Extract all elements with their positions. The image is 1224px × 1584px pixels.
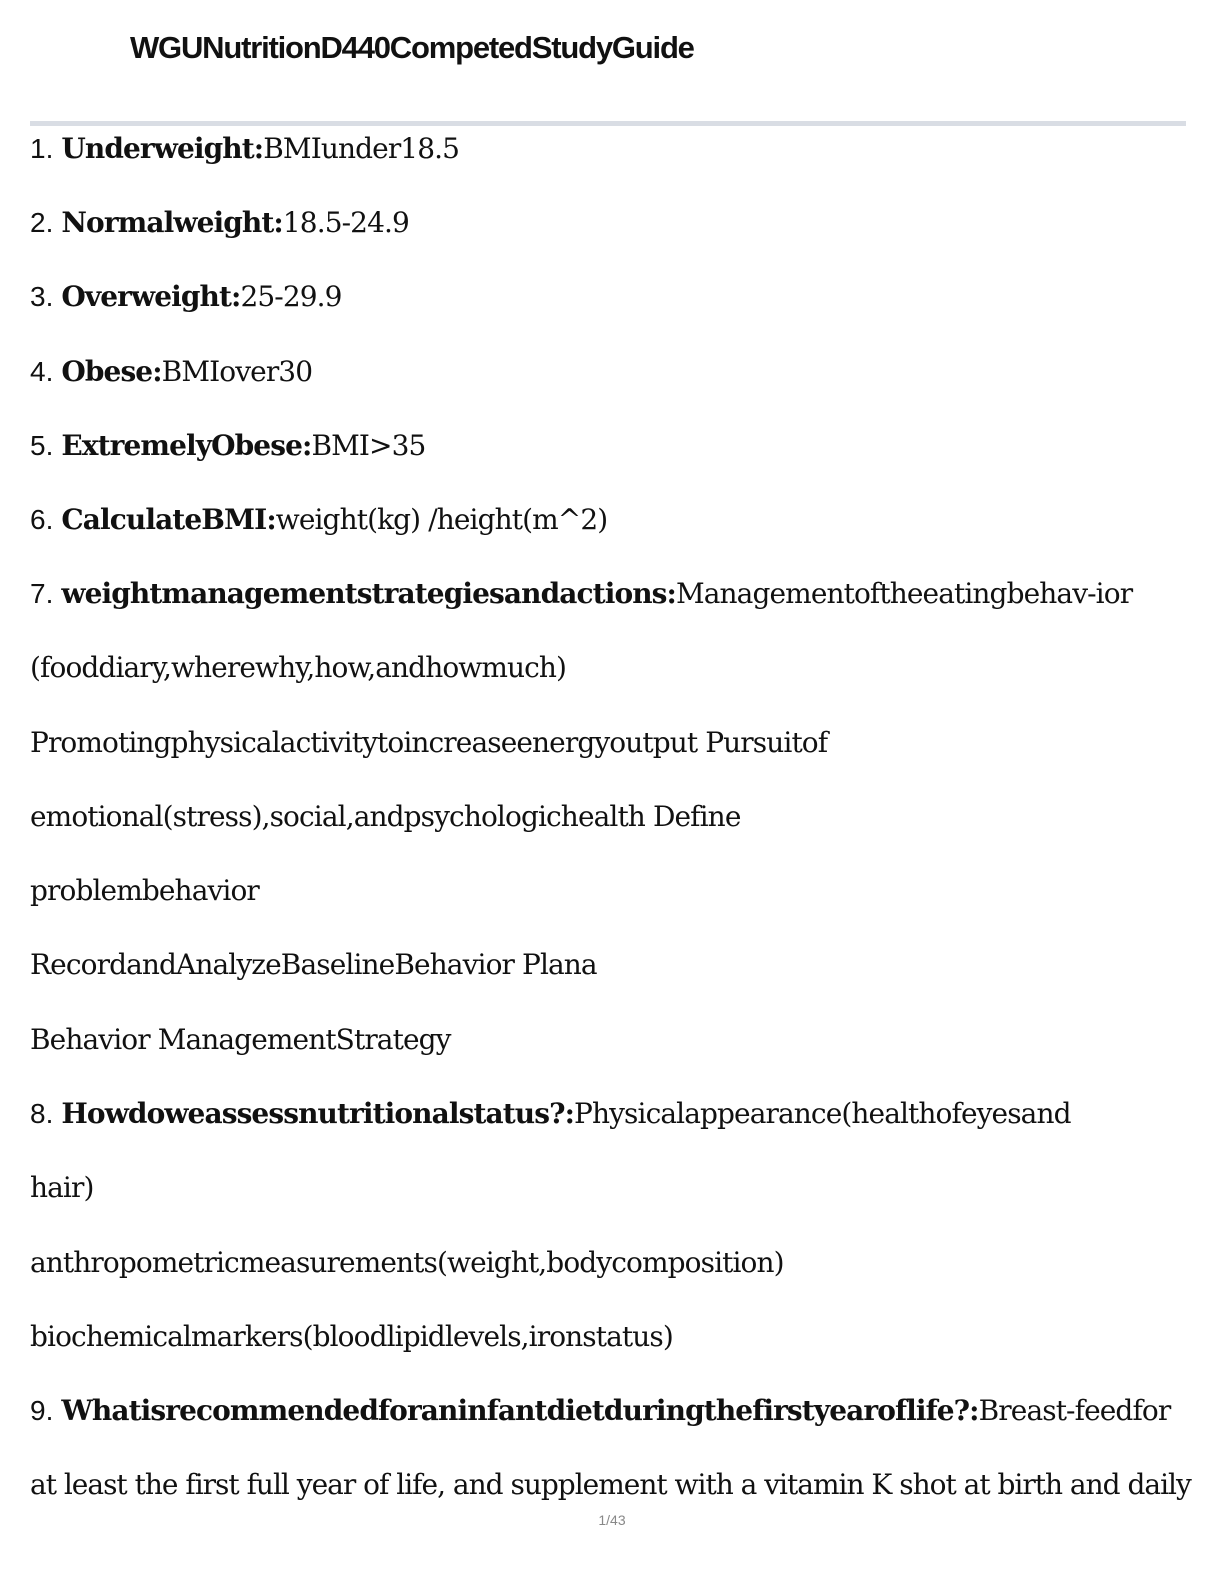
title-divider xyxy=(30,121,1186,126)
item-number: 6. xyxy=(30,504,54,535)
item-number: 9. xyxy=(30,1395,54,1426)
item-continuation-line: hair) xyxy=(30,1171,94,1204)
list-item xyxy=(30,577,1132,610)
item-number: 7. xyxy=(30,578,54,609)
item-term: weightmanagementstrategiesandactions: xyxy=(61,577,676,610)
item-term: Howdoweassessnutritionalstatus?: xyxy=(61,1097,575,1130)
item-continuation-line: Behavior ManagementStrategy xyxy=(30,1023,451,1056)
list-item xyxy=(30,429,425,462)
list-item xyxy=(30,355,312,388)
item-number: 5. xyxy=(30,430,54,461)
item-definition: 18.5-24.9 xyxy=(282,206,409,239)
page-number: 1/43 xyxy=(598,1512,626,1528)
list-item xyxy=(30,280,342,313)
item-definition: Physicalappearance(healthofeyesand xyxy=(574,1097,1071,1130)
item-continuation-line: emotional(stress),social,andpsychologichealth Define xyxy=(30,800,741,833)
list-item xyxy=(30,206,409,239)
item-number: 2. xyxy=(30,207,54,238)
item-number: 3. xyxy=(30,281,54,312)
list-item xyxy=(30,1097,1071,1130)
item-term: Overweight: xyxy=(61,280,241,313)
item-definition: BMI>35 xyxy=(311,429,426,462)
item-number: 1. xyxy=(30,133,54,164)
item-definition: 25-29.9 xyxy=(240,280,342,313)
item-term: Obese: xyxy=(61,355,162,388)
item-definition: weight(kg) /height(m^2) xyxy=(275,503,608,536)
item-number: 8. xyxy=(30,1098,54,1129)
item-definition: Managementoftheeatingbehav-ior xyxy=(675,577,1133,610)
item-term: ExtremelyObese: xyxy=(61,429,312,462)
page-title: WGUNutritionD440CompetedStudyGuide xyxy=(130,30,694,65)
item-definition: BMIover30 xyxy=(161,355,313,388)
item-continuation-line: at least the first full year of life, and supplement with a vitamin K shot at birth and daily xyxy=(30,1468,1191,1501)
item-term: Normalweight: xyxy=(61,206,283,239)
list-item xyxy=(30,503,607,536)
item-number: 4. xyxy=(30,356,54,387)
item-term: Whatisrecommendedforaninfantdietduringthefirstyearoflife?: xyxy=(61,1394,979,1427)
list-item xyxy=(30,1394,1170,1427)
item-term: Underweight: xyxy=(61,132,264,165)
item-continuation-line: anthropometricmeasurements(weight,bodycomposition) xyxy=(30,1246,784,1279)
list-item xyxy=(30,132,459,165)
item-continuation-line: problembehavior xyxy=(30,874,259,907)
item-definition: BMIunder18.5 xyxy=(263,132,460,165)
item-term: CalculateBMI: xyxy=(61,503,276,536)
item-continuation-line: RecordandAnalyzeBaselineBehavior Plana xyxy=(30,948,597,981)
item-continuation-line: (fooddiary,wherewhy,how,andhowmuch) xyxy=(30,651,567,684)
item-continuation-line: Promotingphysicalactivitytoincreaseenergyoutput Pursuitof xyxy=(30,726,828,759)
item-continuation-line: biochemicalmarkers(bloodlipidlevels,ironstatus) xyxy=(30,1320,673,1353)
item-definition: Breast-feedfor xyxy=(978,1394,1171,1427)
